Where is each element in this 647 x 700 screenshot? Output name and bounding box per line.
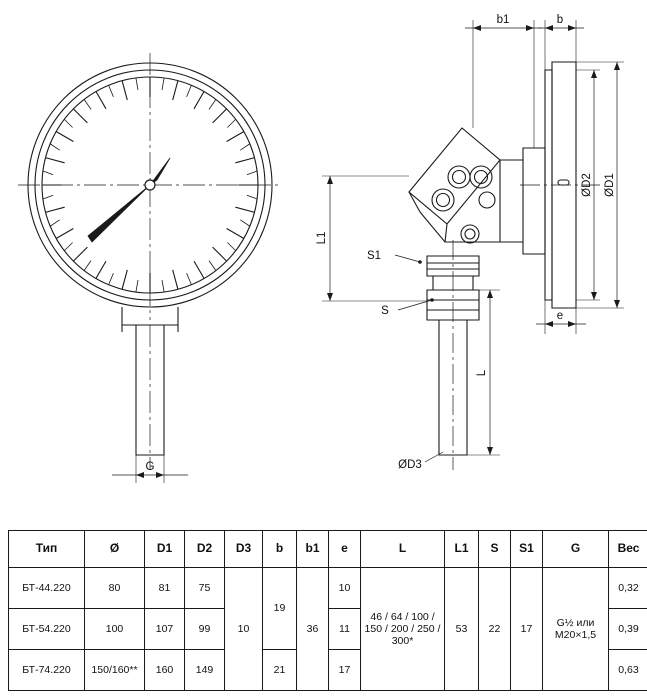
cell-s: 22 (479, 568, 511, 691)
th-weight: Вес (609, 531, 647, 568)
th-g: G (543, 531, 609, 568)
cell-l: 46 / 64 / 100 / 150 / 200 / 250 / 300* (361, 568, 445, 691)
label-S1: S1 (366, 250, 382, 262)
cell-d1: 81 (145, 568, 185, 609)
hinge-bolt-4 (479, 192, 495, 208)
cell-b: 19 (263, 568, 297, 650)
cell-e: 10 (329, 568, 361, 609)
hinge-bolt-5 (461, 225, 479, 243)
label-D3: ØD3 (398, 459, 422, 471)
th-e: e (329, 531, 361, 568)
th-d1: D1 (145, 531, 185, 568)
cell-diameter: 150/160** (85, 650, 145, 691)
cell-type: БТ-54.220 (9, 609, 85, 650)
cell-g: G½ или M20×1,5 (543, 568, 609, 691)
cell-l1: 53 (445, 568, 479, 691)
th-s1: S1 (511, 531, 543, 568)
label-S: S (381, 305, 389, 317)
leader-S1 (395, 255, 420, 262)
mount-block (523, 148, 545, 254)
th-b: b (263, 531, 297, 568)
label-D2: ØD2 (581, 173, 593, 197)
label-b: b (556, 14, 564, 26)
gauge-neck (122, 307, 178, 325)
case-side-detail (558, 180, 569, 185)
cell-b1: 36 (297, 568, 329, 691)
th-diameter: Ø (85, 531, 145, 568)
th-l1: L1 (445, 531, 479, 568)
th-d3: D3 (225, 531, 263, 568)
table-header-row (9, 531, 647, 568)
cell-type: БТ-44.220 (9, 568, 85, 609)
th-l: L (361, 531, 445, 568)
cell-d2: 99 (185, 609, 225, 650)
cell-e: 17 (329, 650, 361, 691)
label-D1: ØD1 (604, 173, 616, 197)
spec-table (8, 530, 647, 691)
hinge-plate (409, 128, 500, 224)
hinge-bolt-3 (432, 189, 454, 211)
hinge-bolt-1 (448, 166, 470, 188)
spec-table-container (8, 530, 639, 691)
cell-d1: 160 (145, 650, 185, 691)
cell-d2: 149 (185, 650, 225, 691)
pointer-hub (145, 180, 155, 190)
label-G: G (145, 461, 155, 473)
cell-weight: 0,32 (609, 568, 647, 609)
cell-s1: 17 (511, 568, 543, 691)
th-d2: D2 (185, 531, 225, 568)
th-s: S (479, 531, 511, 568)
label-e: e (556, 310, 564, 322)
hinge-bolt-2 (470, 166, 492, 188)
label-L1: L1 (316, 231, 328, 245)
gauge-pointer (88, 185, 150, 242)
cell-d1: 107 (145, 609, 185, 650)
cell-d3: 10 (225, 568, 263, 691)
cell-b: 21 (263, 650, 297, 691)
label-L-text: L (476, 369, 488, 377)
th-b1: b1 (297, 531, 329, 568)
cell-d2: 75 (185, 568, 225, 609)
cell-weight: 0,39 (609, 609, 647, 650)
table-row (9, 568, 647, 609)
cell-e: 11 (329, 609, 361, 650)
cell-diameter: 100 (85, 609, 145, 650)
th-type: Тип (9, 531, 85, 568)
leader-D3 (425, 452, 443, 462)
label-b1: b1 (496, 14, 510, 26)
cell-diameter: 80 (85, 568, 145, 609)
cell-weight: 0,63 (609, 650, 647, 691)
cell-type: БТ-74.220 (9, 650, 85, 691)
